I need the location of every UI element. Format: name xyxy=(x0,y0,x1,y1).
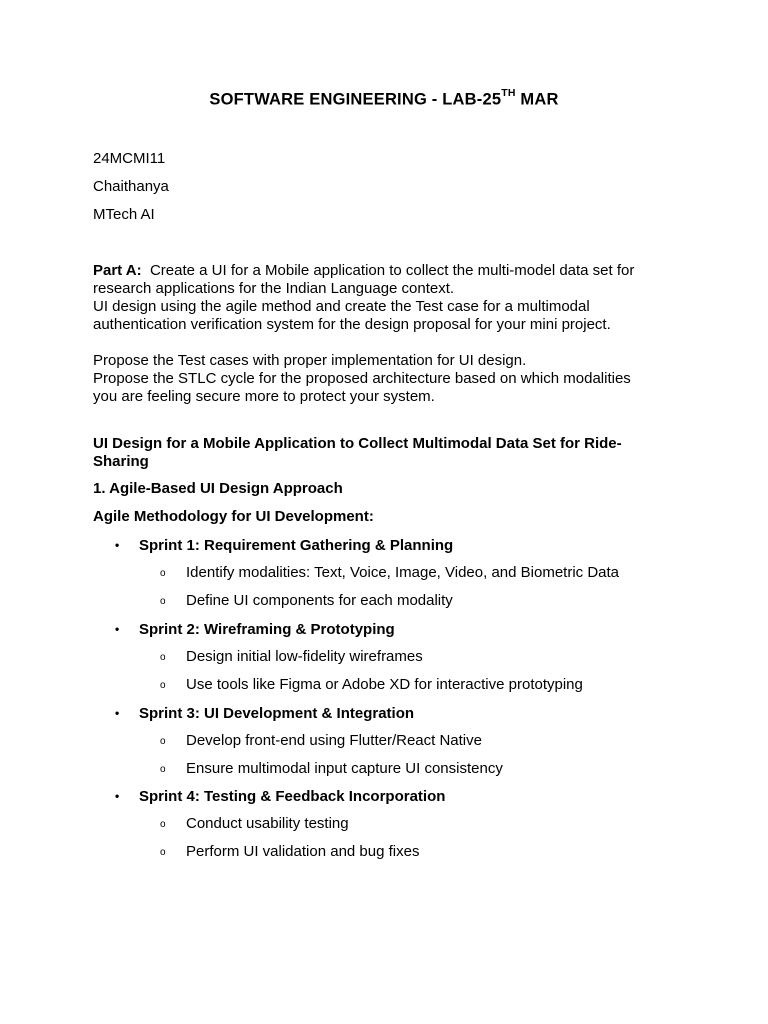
sprint-item: Define UI components for each modality xyxy=(186,592,453,609)
list-item xyxy=(115,704,414,723)
list-item xyxy=(115,787,445,806)
list-item xyxy=(160,592,453,611)
sub-bullet-icon: o xyxy=(160,680,166,691)
list-item xyxy=(160,676,583,695)
list-item xyxy=(115,536,453,555)
bullet-icon: • xyxy=(115,538,120,552)
sprint-item: Use tools like Figma or Adobe XD for interactive prototyping xyxy=(186,676,583,693)
part-a-label: Part A: xyxy=(93,262,142,279)
list-item xyxy=(160,648,423,667)
list-item xyxy=(160,843,419,862)
sprint-item: Perform UI validation and bug fixes xyxy=(186,843,420,860)
sub-bullet-icon: o xyxy=(160,568,166,579)
student-program: MTech AI xyxy=(93,206,155,223)
section-heading-line-1: UI Design for a Mobile Application to Collect Multimodal Data Set for Ride- xyxy=(93,435,622,452)
title-main: SOFTWARE ENGINEERING - LAB-25 xyxy=(209,90,502,109)
sub-bullet-icon: o xyxy=(160,596,166,607)
sprint-title: Sprint 4: Testing & Feedback Incorporation xyxy=(139,788,446,805)
part-a-line-3: UI design using the agile method and create the Test case for a multimodal xyxy=(93,298,590,315)
subheading: 1. Agile-Based UI Design Approach xyxy=(93,480,343,497)
sub-bullet-icon: o xyxy=(160,847,166,858)
sprint-item: Design initial low-fidelity wireframes xyxy=(186,648,423,665)
method-heading: Agile Methodology for UI Development: xyxy=(93,508,374,525)
sub-bullet-icon: o xyxy=(160,736,166,747)
part-a-line-1 xyxy=(93,262,634,280)
part-a-text-1: Create a UI for a Mobile application to collect the multi-model data set for xyxy=(141,262,635,279)
page-title xyxy=(0,89,768,110)
student-id: 24MCMI11 xyxy=(93,150,166,167)
sprint-title: Sprint 1: Requirement Gathering & Planning xyxy=(139,537,454,554)
sprint-title: Sprint 2: Wireframing & Prototyping xyxy=(139,621,395,638)
bullet-icon: • xyxy=(115,622,120,636)
section-heading-line-2: Sharing xyxy=(93,453,149,470)
sprint-item: Conduct usability testing xyxy=(186,815,349,832)
list-item xyxy=(160,760,503,779)
bullet-icon: • xyxy=(115,706,120,720)
sub-bullet-icon: o xyxy=(160,819,166,830)
sub-bullet-icon: o xyxy=(160,652,166,663)
sprint-item: Ensure multimodal input capture UI consistency xyxy=(186,760,503,777)
sprint-item: Identify modalities: Text, Voice, Image, Video, and Biometric Data xyxy=(186,564,620,581)
title-tail: MAR xyxy=(515,90,559,109)
list-item xyxy=(160,732,482,751)
part-a-line-2: research applications for the Indian Language context. xyxy=(93,280,455,297)
part-a-line-5: Propose the Test cases with proper implementation for UI design. xyxy=(93,352,527,369)
sub-bullet-icon: o xyxy=(160,764,166,775)
bullet-icon: • xyxy=(115,789,120,803)
part-a-line-4: authentication verification system for the design proposal for your mini project. xyxy=(93,316,611,333)
part-a-line-7: you are feeling secure more to protect your system. xyxy=(93,388,435,405)
title-superscript: TH xyxy=(501,87,516,99)
list-item xyxy=(160,815,349,834)
student-name: Chaithanya xyxy=(93,178,169,195)
sprint-item: Develop front-end using Flutter/React Native xyxy=(186,732,482,749)
part-a-line-6: Propose the STLC cycle for the proposed architecture based on which modalities xyxy=(93,370,631,387)
sprint-title: Sprint 3: UI Development & Integration xyxy=(139,705,415,722)
list-item xyxy=(160,564,619,583)
list-item xyxy=(115,620,395,639)
